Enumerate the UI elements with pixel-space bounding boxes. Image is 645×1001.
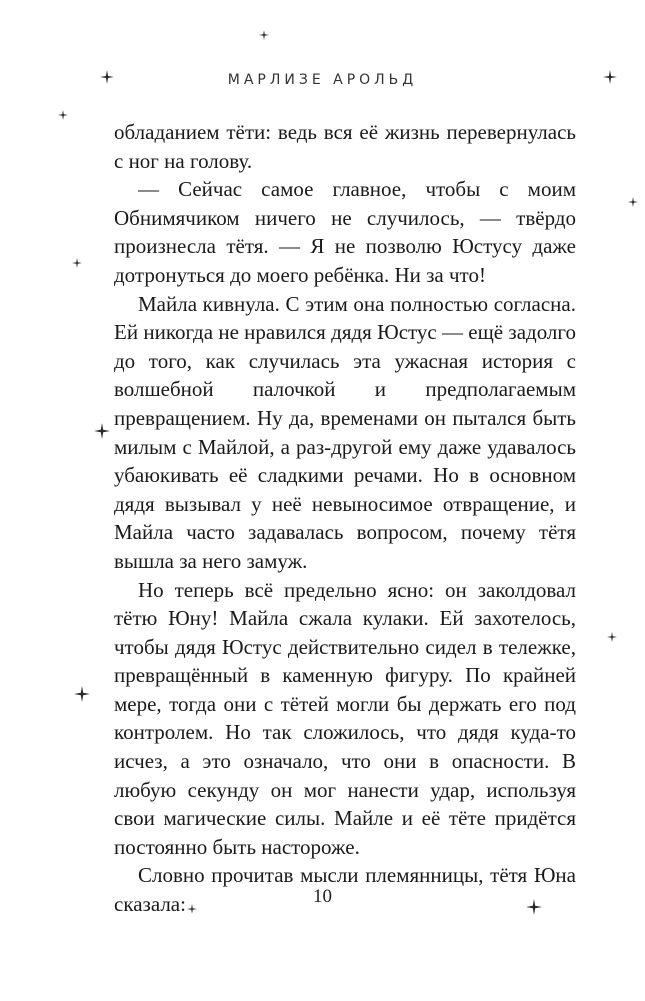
paragraph: — Сейчас самое главное, чтобы с моим Обнимячиком ничего не случилось, — твёрдо произнесла тётя. — Я не позволю Юстусу даже дотронуться до моего ребёнка. Ни за что! <box>114 177 576 287</box>
sparkle-icon <box>628 197 638 207</box>
sparkle-icon <box>259 30 269 40</box>
page-body-text <box>114 118 576 919</box>
sparkle-icon <box>187 904 197 914</box>
paragraph: Словно прочитав мысли племянницы, тётя Юна сказала: <box>114 863 576 917</box>
sparkle-icon <box>74 686 90 702</box>
sparkle-icon <box>603 70 617 84</box>
paragraph: обладанием тёти: ведь вся её жизнь перевернулась с ног на голову. <box>114 120 576 173</box>
sparkle-icon <box>607 632 617 642</box>
sparkle-icon <box>58 110 68 120</box>
paragraph: Но теперь всё предельно ясно: он заколдовал тётю Юну! Майла сжала кулаки. Ей захотелось, чтобы дядя Юстус действительно сидел в тележке, превращённый в каменную фигуру. По крайней мере, тогда они с тётей могли бы держать его под контролем. Но так сложилось, что дядя куда-то исчез, а это означало, что они в опасности. В любую секунду он мог нанести удар, используя свои магические силы. Майле и её тёте придётся постоянно быть настороже. <box>114 577 576 859</box>
sparkle-icon <box>72 258 82 268</box>
running-header-author: МАРЛИЗЕ АРОЛЬД <box>227 72 418 88</box>
sparkle-icon <box>100 70 114 84</box>
sparkle-icon <box>94 423 110 439</box>
sparkle-icon <box>526 899 542 915</box>
page-number: 10 <box>313 886 332 907</box>
paragraph: Майла кивнула. С этим она полностью согласна. Ей никогда не нравился дядя Юстус — ещё задолго до того, как случилась эта ужасная история с волшебной палочкой и предполагаемым превращением. Ну да, временами он пытался быть милым с Майлой, а раз-другой ему даже удавалось убаюкивать её сладкими речами. Но в основном дядя вызывал у неё невыносимое отвращение, и Майла часто задавалась вопросом, почему тётя вышла за него замуж. <box>114 291 576 573</box>
